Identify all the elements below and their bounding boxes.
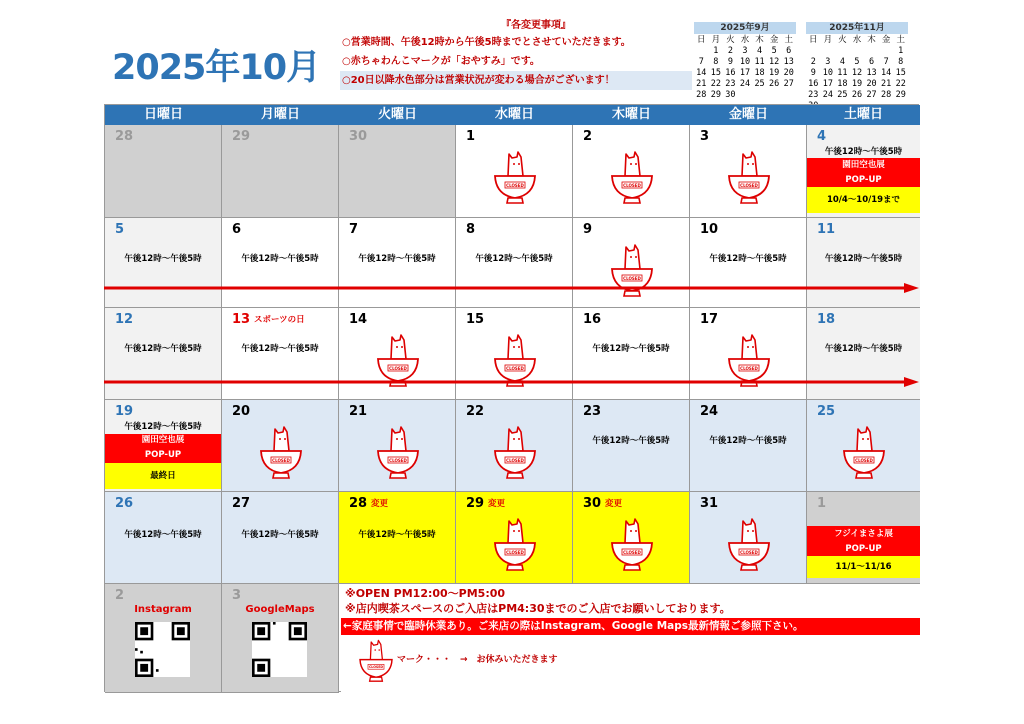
mini-calendar-title: 2025年9月 xyxy=(694,22,796,34)
mini-day: 28 xyxy=(696,90,707,100)
day-cell xyxy=(222,492,339,584)
svg-text:CLOSED: CLOSED xyxy=(623,275,641,281)
business-hours: 午後12時～午後5時 xyxy=(592,344,670,354)
mini-weekday: 火 xyxy=(838,35,847,45)
day-number: 29 xyxy=(232,129,251,144)
day-cell xyxy=(807,400,920,492)
day-number: 30 xyxy=(583,496,602,511)
weekday-header: 水曜日 xyxy=(456,105,573,125)
mini-weekday: 月 xyxy=(823,35,833,45)
business-hours: 午後12時～午後5時 xyxy=(358,530,436,540)
closed-mascot-icon xyxy=(490,516,540,576)
mini-day: 23 xyxy=(808,90,819,100)
mini-day xyxy=(850,46,865,57)
day-tag: 変更 xyxy=(371,499,389,509)
svg-text:CLOSED: CLOSED xyxy=(506,365,524,371)
day-cell xyxy=(573,218,690,308)
mini-day: 16 xyxy=(725,68,736,78)
month-calendar xyxy=(104,104,919,692)
mini-calendar-row xyxy=(694,57,796,68)
mini-weekday: 月 xyxy=(711,35,721,45)
mini-day: 10 xyxy=(822,68,833,78)
mini-day: 14 xyxy=(696,68,707,78)
footer-info xyxy=(341,584,920,693)
mini-day: 3 xyxy=(825,57,831,67)
svg-text:CLOSED: CLOSED xyxy=(740,549,758,555)
mini-day: 1 xyxy=(713,46,719,56)
day-cell xyxy=(222,218,339,308)
day-number: 1 xyxy=(466,129,476,144)
day-number: 17 xyxy=(700,312,719,327)
business-hours: 午後12時～午後5時 xyxy=(241,344,319,354)
mini-day: 27 xyxy=(866,90,877,100)
day-number: 5 xyxy=(115,222,125,237)
svg-text:CLOSED: CLOSED xyxy=(389,457,407,463)
mini-day: 8 xyxy=(713,57,719,67)
mini-day: 23 xyxy=(725,79,736,89)
svg-text:CLOSED: CLOSED xyxy=(855,457,873,463)
mini-day: 20 xyxy=(783,68,794,78)
closed-mascot-icon xyxy=(607,149,657,209)
day-number: 11 xyxy=(817,222,836,237)
day-cell xyxy=(807,218,920,308)
arrow-week-3 xyxy=(104,377,919,387)
instagram-qr-code[interactable] xyxy=(135,622,190,677)
footer-qr-cell xyxy=(105,584,222,693)
mini-day: 13 xyxy=(783,57,794,67)
mini-day: 7 xyxy=(698,57,704,67)
mini-weekday: 土 xyxy=(896,35,905,45)
day-cell xyxy=(222,125,339,218)
mini-day: 6 xyxy=(869,57,875,67)
svg-text:CLOSED: CLOSED xyxy=(623,182,641,188)
day-tag: スポーツの日 xyxy=(254,315,305,325)
mini-calendar-november xyxy=(806,22,908,112)
day-cell xyxy=(807,492,920,584)
svg-text:CLOSED: CLOSED xyxy=(272,457,290,463)
business-hours: 午後12時～午後5時 xyxy=(124,530,202,540)
mini-day: 12 xyxy=(851,68,863,78)
business-hours: 午後12時～午後5時 xyxy=(124,344,202,354)
mini-day: 28 xyxy=(881,90,892,100)
closed-mascot-icon xyxy=(724,516,774,576)
weekday-header: 月曜日 xyxy=(222,105,339,125)
business-hours: 午後12時～午後5時 xyxy=(824,254,903,264)
day-cell xyxy=(573,125,690,218)
day-cell xyxy=(690,218,807,308)
legend xyxy=(351,638,651,678)
day-cell xyxy=(105,400,222,492)
mini-day: 29 xyxy=(895,90,906,100)
event-popup: POP-UP xyxy=(105,447,221,463)
mini-day: 5 xyxy=(771,46,777,56)
day-number: 14 xyxy=(349,312,368,327)
svg-text:CLOSED: CLOSED xyxy=(389,365,407,371)
day-number: 2 xyxy=(115,588,125,603)
mini-weekday: 水 xyxy=(740,35,750,45)
mini-weekday: 木 xyxy=(755,35,764,45)
day-cell xyxy=(339,218,456,308)
day-cell xyxy=(105,218,222,308)
mini-day: 16 xyxy=(808,79,819,89)
mini-day: 25 xyxy=(837,90,848,100)
day-number: 23 xyxy=(583,404,602,419)
closed-mascot-icon xyxy=(607,242,657,302)
weekday-header: 金曜日 xyxy=(690,105,807,125)
mini-day: 22 xyxy=(710,79,721,89)
mini-day xyxy=(821,46,836,57)
day-cell xyxy=(105,125,222,218)
event-note: 11/1～11/16 xyxy=(807,556,920,578)
mini-day: 20 xyxy=(866,79,877,89)
mini-day: 10 xyxy=(739,57,751,67)
notice-item: ○赤ちゃわんこマークが「おやすみ」です。 xyxy=(342,56,540,67)
day-number: 26 xyxy=(115,496,134,511)
closed-mascot-icon xyxy=(490,424,540,484)
mini-calendar-row xyxy=(806,46,908,57)
mini-day: 4 xyxy=(757,46,763,56)
day-cell xyxy=(339,125,456,218)
mini-day: 15 xyxy=(710,68,721,78)
svg-text:CLOSED: CLOSED xyxy=(740,182,758,188)
mini-day: 26 xyxy=(769,79,780,89)
footer-qr-cell xyxy=(222,584,339,693)
mini-day: 5 xyxy=(854,57,860,67)
closed-mascot-icon xyxy=(490,149,540,209)
business-hours: 午後12時～午後5時 xyxy=(241,530,319,540)
mini-day xyxy=(738,90,753,101)
notices-title: 『各変更事項』 xyxy=(501,20,571,31)
event-note: 最終日 xyxy=(105,463,221,489)
business-hours: 午後12時～午後5時 xyxy=(824,147,903,157)
day-number: 12 xyxy=(115,312,134,327)
closed-mascot-icon xyxy=(839,424,889,484)
mini-day: 11 xyxy=(837,68,848,78)
closed-mascot-icon xyxy=(724,149,774,209)
info-alert-bar: ←家庭事情で臨時休業あり。ご来店の際はInstagram、Google Maps最新情報ご参照下さい。 xyxy=(341,618,920,635)
mini-weekday: 日 xyxy=(809,35,818,45)
mini-weekday: 金 xyxy=(769,35,779,45)
day-number: 8 xyxy=(466,222,476,237)
day-number: 20 xyxy=(232,404,251,419)
mini-day: 2 xyxy=(727,46,733,56)
day-number: 24 xyxy=(700,404,719,419)
mini-calendar-row xyxy=(806,68,908,79)
closed-mascot-icon xyxy=(356,638,396,686)
day-cell xyxy=(339,400,456,492)
mini-day: 14 xyxy=(881,68,892,78)
mini-weekday: 日 xyxy=(697,35,706,45)
day-cell xyxy=(456,400,573,492)
mini-calendar-row xyxy=(806,79,908,90)
mini-day: 21 xyxy=(881,79,892,89)
day-number: 16 xyxy=(583,312,602,327)
mini-weekday: 木 xyxy=(867,35,876,45)
day-number: 15 xyxy=(466,312,485,327)
weekday-header: 火曜日 xyxy=(339,105,456,125)
mini-day: 29 xyxy=(710,90,721,100)
day-cell xyxy=(690,492,807,584)
day-number: 10 xyxy=(700,222,719,237)
day-number: 9 xyxy=(583,222,593,237)
day-cell xyxy=(456,218,573,308)
day-cell xyxy=(573,492,690,584)
event-name: 園田空也展 xyxy=(105,434,221,447)
business-hours: 午後12時～午後5時 xyxy=(709,436,787,446)
mini-weekday: 水 xyxy=(852,35,862,45)
mini-day: 4 xyxy=(839,57,845,67)
event-note: 10/4～10/19まで xyxy=(807,187,920,213)
day-number: 21 xyxy=(349,404,368,419)
mini-day: 18 xyxy=(754,68,765,78)
mini-calendar-row xyxy=(694,79,796,90)
legend-text: マーク・・・ → お休みいただきます xyxy=(397,655,558,665)
day-number: 19 xyxy=(115,404,134,419)
mini-day: 24 xyxy=(822,90,833,100)
info-line: ※店内喫茶スペースのご入店はPM4:30までのご入店でお願いしております。 xyxy=(345,602,731,615)
arrow-week-2 xyxy=(104,283,919,293)
day-cell xyxy=(690,400,807,492)
day-cell xyxy=(573,400,690,492)
mini-day: 19 xyxy=(769,68,780,78)
mini-day: 3 xyxy=(742,46,748,56)
day-number: 31 xyxy=(700,496,719,511)
notices xyxy=(340,18,692,90)
day-cell xyxy=(105,492,222,584)
mini-calendar-weekdays xyxy=(694,35,796,46)
svg-text:CLOSED: CLOSED xyxy=(506,457,524,463)
business-hours: 午後12時～午後5時 xyxy=(475,254,553,264)
mini-calendar-row xyxy=(806,90,908,101)
day-cell xyxy=(807,125,920,218)
day-number: 30 xyxy=(349,129,368,144)
event-popup: POP-UP xyxy=(807,542,920,556)
mini-day: 13 xyxy=(866,68,877,78)
mini-day: 27 xyxy=(783,79,794,89)
google-maps-link[interactable]: GoogleMaps xyxy=(245,604,315,615)
mini-day: 18 xyxy=(837,79,848,89)
day-number: 6 xyxy=(232,222,242,237)
closed-mascot-icon xyxy=(373,424,423,484)
business-hours: 午後12時～午後5時 xyxy=(592,436,670,446)
business-hours: 午後12時～午後5時 xyxy=(824,344,903,354)
mini-calendar-weekdays xyxy=(806,35,908,46)
day-number: 29 xyxy=(466,496,485,511)
svg-text:CLOSED: CLOSED xyxy=(506,182,524,188)
svg-text:CLOSED: CLOSED xyxy=(623,549,641,555)
mini-day: 25 xyxy=(754,79,765,89)
mini-day: 11 xyxy=(754,57,765,67)
mini-day: 6 xyxy=(786,46,792,56)
weekday-header: 土曜日 xyxy=(807,105,920,125)
info-line: ※OPEN PM12:00～PM5:00 xyxy=(345,587,506,600)
day-cell xyxy=(339,492,456,584)
mini-calendar-row xyxy=(806,57,908,68)
day-number: 18 xyxy=(817,312,836,327)
mini-day: 15 xyxy=(895,68,906,78)
mini-day xyxy=(835,46,850,57)
mini-day xyxy=(781,90,796,101)
mini-day: 30 xyxy=(725,90,736,100)
day-cell xyxy=(690,125,807,218)
day-number: 3 xyxy=(232,588,242,603)
day-cell xyxy=(456,492,573,584)
day-tag: 変更 xyxy=(605,499,623,509)
event-name: フジイまさよ展 xyxy=(807,526,920,542)
event-name: 園田空也展 xyxy=(807,158,920,173)
day-number: 28 xyxy=(349,496,368,511)
mini-calendar-row xyxy=(694,90,796,101)
business-hours: 午後12時～午後5時 xyxy=(124,254,202,264)
day-tag: 変更 xyxy=(488,499,506,509)
mini-day xyxy=(767,90,782,101)
mini-day xyxy=(864,46,879,57)
day-number: 27 xyxy=(232,496,251,511)
mini-day xyxy=(694,46,709,57)
mini-calendar-row xyxy=(694,68,796,79)
mini-day: 9 xyxy=(810,68,816,78)
mini-calendar-september xyxy=(694,22,796,101)
day-number: 2 xyxy=(583,129,593,144)
page-title: 2025年10月 xyxy=(112,48,321,88)
mini-day: 24 xyxy=(739,79,751,89)
mini-day: 7 xyxy=(883,57,889,67)
day-cell xyxy=(456,125,573,218)
business-hours: 午後12時～午後5時 xyxy=(358,254,436,264)
business-hours: 午後12時～午後5時 xyxy=(241,254,319,264)
google-maps-qr-code[interactable] xyxy=(252,622,307,677)
day-cell xyxy=(222,400,339,492)
closed-mascot-icon xyxy=(256,424,306,484)
mini-day: 1 xyxy=(898,46,904,56)
mini-day: 26 xyxy=(851,90,863,100)
notice-item: ○営業時間、午後12時から午後5時までとさせていただきます。 xyxy=(342,37,631,48)
mini-day xyxy=(806,46,821,57)
svg-text:CLOSED: CLOSED xyxy=(740,365,758,371)
mini-weekday: 金 xyxy=(881,35,891,45)
event-popup: POP-UP xyxy=(807,173,920,187)
day-number: 13 xyxy=(232,312,251,327)
business-hours: 午後12時～午後5時 xyxy=(709,254,787,264)
day-number: 3 xyxy=(700,129,710,144)
business-hours: 午後12時～午後5時 xyxy=(124,422,202,432)
day-number: 7 xyxy=(349,222,359,237)
mini-calendar-row xyxy=(694,46,796,57)
mini-day xyxy=(879,46,894,57)
mini-day: 21 xyxy=(696,79,707,89)
mini-day: 17 xyxy=(822,79,833,89)
svg-text:CLOSED: CLOSED xyxy=(506,549,524,555)
day-number: 22 xyxy=(466,404,485,419)
mini-day: 12 xyxy=(769,57,780,67)
day-number: 1 xyxy=(817,496,827,511)
mini-day: 9 xyxy=(727,57,733,67)
weekday-header: 木曜日 xyxy=(573,105,690,125)
mini-day: 22 xyxy=(895,79,906,89)
instagram-link[interactable]: Instagram xyxy=(134,604,192,615)
mini-day xyxy=(752,90,767,101)
day-number: 4 xyxy=(817,129,827,144)
day-number: 28 xyxy=(115,129,134,144)
weekday-header: 日曜日 xyxy=(105,105,222,125)
svg-text:CLOSED: CLOSED xyxy=(368,665,384,670)
closed-mascot-icon xyxy=(607,516,657,576)
mini-day: 17 xyxy=(739,68,751,78)
mini-calendar-title: 2025年11月 xyxy=(806,22,908,34)
mini-day: 19 xyxy=(851,79,863,89)
notice-item: ○20日以降水色部分は営業状況が変わる場合がございます！ xyxy=(340,71,692,90)
mini-weekday: 土 xyxy=(784,35,793,45)
mini-day: 8 xyxy=(898,57,904,67)
mini-weekday: 火 xyxy=(726,35,735,45)
mini-day: 2 xyxy=(810,57,816,67)
day-number: 25 xyxy=(817,404,836,419)
